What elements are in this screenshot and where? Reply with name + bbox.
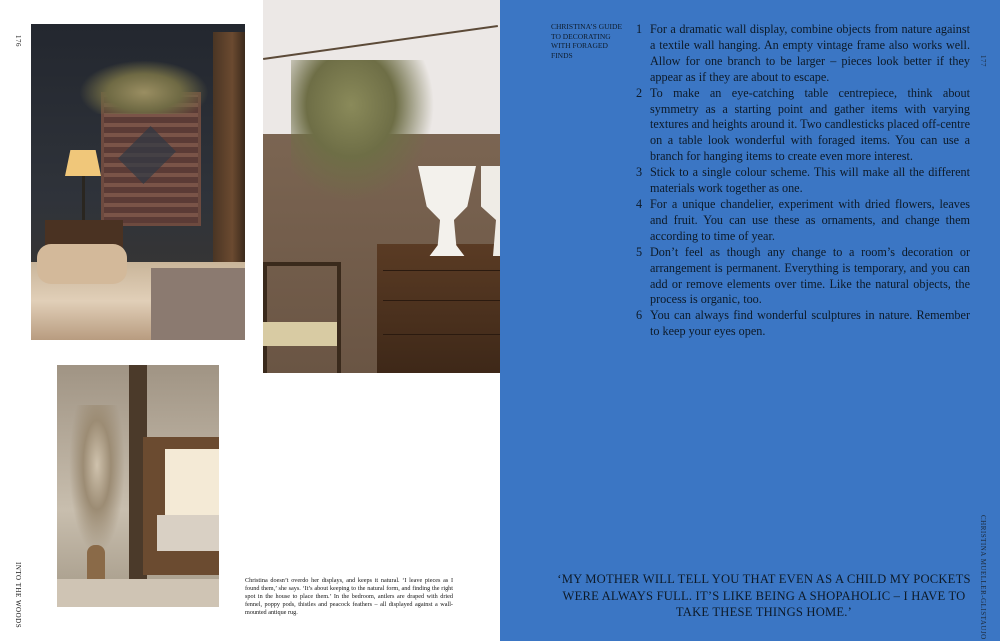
chest-drawer-line (383, 300, 500, 301)
chair-seat (263, 322, 337, 346)
page-number-left: 176 (14, 35, 22, 47)
chair-frame (263, 262, 341, 373)
tip-text: For a unique chandelier, experiment with dried flowers, leaves and fruit. You can use these as ornaments, and change them according to time of year. (650, 196, 970, 243)
chest-drawer-line (383, 334, 500, 335)
tips-list (636, 22, 970, 340)
tip-item (636, 197, 970, 245)
bedroom-photo (31, 24, 245, 340)
tip-text: Don’t feel as though any change to a room’s decoration or arrangement is permanent. Everything is temporary, and you can add or remove elements over time. Like the natural objects, the process is organic, too. (650, 244, 970, 307)
tip-item (636, 86, 970, 166)
distant-bed (157, 515, 219, 551)
antlers-with-dried-stems (69, 405, 125, 555)
tip-number: 5 (636, 244, 643, 259)
wooden-door (213, 32, 245, 290)
section-label: INTO THE WOODS (14, 562, 22, 629)
lamp-stem (82, 176, 85, 224)
tip-number: 2 (636, 85, 643, 100)
tip-text: To make an eye-catching table centrepiece, think about symmetry as a starting point and gather items with varying textures and heights around it. Two candlesticks placed off-centre on a table look wonderful with foraged items. You can use a branch for hanging items to create even more interest. (650, 85, 970, 164)
tip-text: You can always find wonderful sculptures in nature. Remember to keep your eyes open. (650, 308, 970, 339)
chest-drawer-line (383, 270, 500, 271)
tip-number: 4 (636, 196, 643, 211)
tip-item (636, 245, 970, 309)
antlers-photo (57, 365, 219, 607)
photo-caption: Christina doesn’t overdo her displays, and keeps it natural. ‘I leave pieces as I found them,’ she says. ‘It’s about keeping to the natural form, and finding the right spot in the house to place them.’ In the bedroom, antlers are draped with dried fennel, poppy pods, thistles and peacock feathers – all displayed against a wall-mounted antique rug. (245, 577, 453, 616)
tip-text: Stick to a single colour scheme. This will make all the different materials work together as one. (650, 165, 970, 196)
hanging-dried-plants (291, 60, 441, 210)
tip-item (636, 165, 970, 197)
wooden-chest (377, 244, 500, 373)
tip-number: 6 (636, 308, 643, 323)
tip-number: 3 (636, 165, 643, 180)
urns-photo (263, 0, 500, 373)
window (165, 449, 219, 515)
pull-quote: ‘MY MOTHER WILL TELL YOU THAT EVEN AS A CHILD MY POCKETS WERE ALWAYS FULL. IT’S LIKE BEING A SHOPAHOLIC – I HAVE TO TAKE THESE THINGS HOME.’ (557, 572, 971, 619)
tip-item (636, 22, 970, 86)
blanket (151, 268, 245, 340)
lamp-shade (65, 150, 101, 176)
guide-heading: CHRISTINA’S GUIDE TO DECORATING WITH FORAGED FINDS (551, 22, 623, 60)
credit-label: CHRISTINA MUELLER-GLISTAUJO (979, 515, 987, 640)
dried-foliage (79, 60, 209, 114)
tip-text: For a dramatic wall display, combine objects from nature against a textile wall hanging. An empty vintage frame also works well. Allow for one branch to be larger – pieces look better if they appear as if they are about to escape. (650, 22, 970, 84)
tip-number: 1 (636, 22, 643, 36)
table (57, 579, 219, 607)
tip-item (636, 308, 970, 340)
pillow (37, 244, 127, 284)
page-number-right: 177 (979, 55, 987, 67)
